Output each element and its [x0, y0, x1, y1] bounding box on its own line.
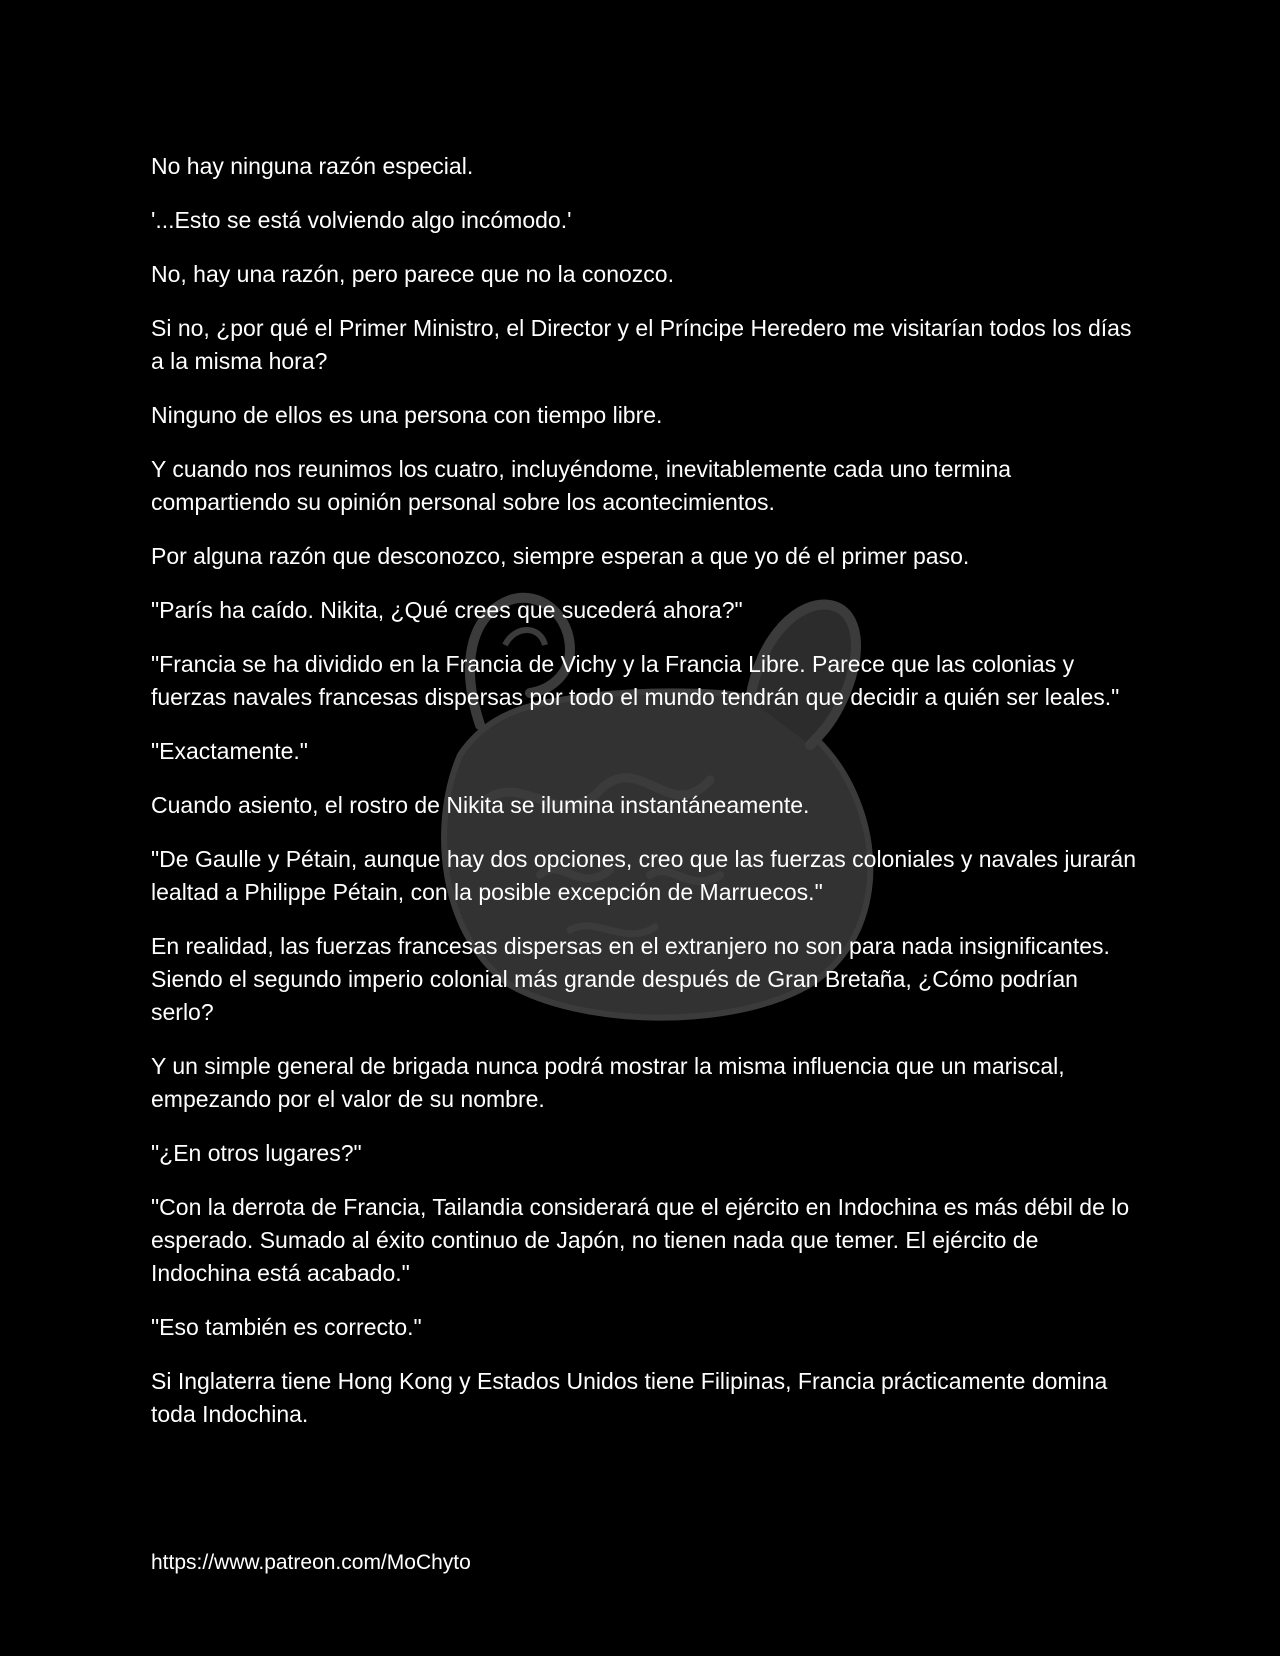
paragraph: Y un simple general de brigada nunca podrá mostrar la misma influencia que un mariscal, empezando por el valor de su nombre.	[151, 1053, 1065, 1112]
paragraph: Por alguna razón que desconozco, siempre esperan a que yo dé el primer paso.	[151, 543, 970, 569]
paragraph: No hay ninguna razón especial.	[151, 153, 474, 179]
patreon-link[interactable]: https://www.patreon.com/MoChyto	[151, 1551, 471, 1574]
paragraph: En realidad, las fuerzas francesas dispersas en el extranjero no son para nada insignificantes. Siendo el segundo imperio colonial más grande después de Gran Bretaña, ¿Cómo podrían serlo?	[151, 933, 1110, 1025]
paragraph: "Eso también es correcto."	[151, 1314, 422, 1340]
paragraph: Si no, ¿por qué el Primer Ministro, el Director y el Príncipe Heredero me visitarían todos los días a la misma hora?	[151, 315, 1132, 374]
paragraph: Ninguno de ellos es una persona con tiempo libre.	[151, 402, 663, 428]
paragraph: Y cuando nos reunimos los cuatro, incluyéndome, inevitablemente cada uno termina compartiendo su opinión personal sobre los acontecimientos.	[151, 456, 1012, 515]
paragraph: "De Gaulle y Pétain, aunque hay dos opciones, creo que las fuerzas coloniales y navales jurarán lealtad a Philippe Pétain, con la posible excepción de Marruecos."	[151, 846, 1136, 905]
paragraph: Si Inglaterra tiene Hong Kong y Estados Unidos tiene Filipinas, Francia prácticamente domina toda Indochina.	[151, 1368, 1108, 1427]
paragraph: Cuando asiento, el rostro de Nikita se ilumina instantáneamente.	[151, 792, 810, 818]
paragraph: "Con la derrota de Francia, Tailandia considerará que el ejército en Indochina es más débil de lo esperado. Sumado al éxito continuo de Japón, no tienen nada que temer. El ejército de Indochina está acabado."	[151, 1194, 1130, 1286]
paragraph: "¿En otros lugares?"	[151, 1140, 362, 1166]
paragraph: '...Esto se está volviendo algo incómodo.'	[151, 207, 572, 233]
paragraph: "Exactamente."	[151, 738, 308, 764]
body-text	[151, 150, 1141, 1452]
paragraph: "Francia se ha dividido en la Francia de Vichy y la Francia Libre. Parece que las colonias y fuerzas navales francesas dispersas por todo el mundo tendrán que decidir a quién ser leales."	[151, 651, 1120, 710]
paragraph: "París ha caído. Nikita, ¿Qué crees que sucederá ahora?"	[151, 597, 743, 623]
paragraph: No, hay una razón, pero parece que no la conozco.	[151, 261, 674, 287]
